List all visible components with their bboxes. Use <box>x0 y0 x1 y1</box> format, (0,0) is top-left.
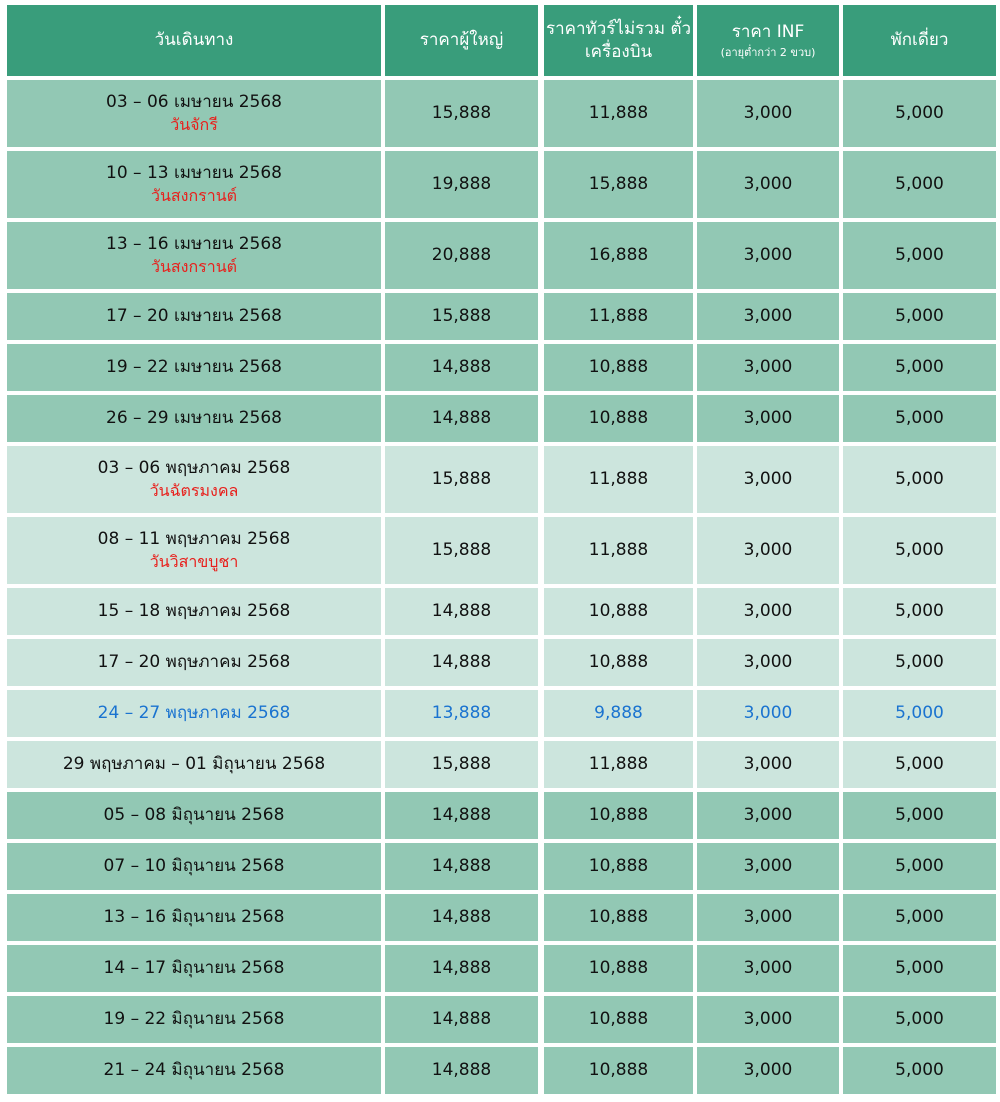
header-label: ราคา INF <box>731 21 805 42</box>
adult-price: 14,888 <box>431 357 492 378</box>
tour-only-price-cell <box>544 446 693 513</box>
date-cell <box>7 1047 381 1094</box>
tour-only-price-cell <box>544 151 693 218</box>
header-cell <box>697 5 839 76</box>
date: 03 – 06 เมษายน 2568 <box>106 92 282 113</box>
infant-price-cell <box>697 80 839 147</box>
adult-price-cell <box>385 395 538 442</box>
adult-price-cell <box>385 222 538 289</box>
holiday-label: วันวิสาขบูชา <box>149 552 239 572</box>
infant-price: 3,000 <box>743 754 793 775</box>
infant-price: 3,000 <box>743 174 793 195</box>
adult-price-cell <box>385 517 538 584</box>
adult-price-cell <box>385 894 538 941</box>
adult-price-cell <box>385 945 538 992</box>
adult-price: 14,888 <box>431 907 492 928</box>
tour-only-price: 10,888 <box>588 907 649 928</box>
infant-price: 3,000 <box>743 245 793 266</box>
date: 19 – 22 มิถุนายน 2568 <box>103 1009 285 1030</box>
tour-only-price: 16,888 <box>588 245 649 266</box>
single-supplement: 5,000 <box>895 245 944 266</box>
single-supplement-cell <box>843 1047 996 1094</box>
single-supplement-cell <box>843 588 996 635</box>
header-label: วันเดินทาง <box>154 30 234 51</box>
tour-only-price: 11,888 <box>588 754 649 775</box>
adult-price-cell <box>385 151 538 218</box>
header-cell <box>843 5 996 76</box>
infant-price: 3,000 <box>743 907 793 928</box>
adult-price-cell <box>385 792 538 839</box>
single-supplement-cell <box>843 80 996 147</box>
single-supplement: 5,000 <box>895 601 944 622</box>
single-supplement: 5,000 <box>895 357 944 378</box>
infant-price-cell <box>697 588 839 635</box>
header-label: พักเดี่ยว <box>890 30 949 51</box>
adult-price-cell <box>385 80 538 147</box>
date: 17 – 20 เมษายน 2568 <box>106 306 282 327</box>
infant-price-cell <box>697 446 839 513</box>
infant-price: 3,000 <box>743 1060 793 1081</box>
infant-price: 3,000 <box>743 856 793 877</box>
date: 29 พฤษภาคม – 01 มิถุนายน 2568 <box>62 754 326 775</box>
single-supplement: 5,000 <box>895 652 944 673</box>
tour-only-price: 10,888 <box>588 958 649 979</box>
single-supplement-cell <box>843 843 996 890</box>
infant-price-cell <box>697 517 839 584</box>
infant-price-cell <box>697 843 839 890</box>
date-cell <box>7 945 381 992</box>
infant-price-cell <box>697 741 839 788</box>
date-cell <box>7 741 381 788</box>
infant-price: 3,000 <box>743 958 793 979</box>
adult-price: 15,888 <box>431 540 492 561</box>
single-supplement-cell <box>843 792 996 839</box>
single-supplement: 5,000 <box>895 907 944 928</box>
date-cell <box>7 293 381 340</box>
single-supplement-cell <box>843 344 996 391</box>
adult-price: 14,888 <box>431 601 492 622</box>
infant-price: 3,000 <box>743 408 793 429</box>
infant-price-cell <box>697 222 839 289</box>
adult-price-cell <box>385 843 538 890</box>
adult-price-cell <box>385 1047 538 1094</box>
header-label: ราคาผู้ใหญ่ <box>419 30 504 51</box>
tour-only-price: 10,888 <box>588 1009 649 1030</box>
holiday-label: วันฉัตรมงคล <box>149 481 239 501</box>
adult-price: 15,888 <box>431 306 492 327</box>
tour-only-price-cell <box>544 945 693 992</box>
tour-only-price-cell <box>544 741 693 788</box>
date: 14 – 17 มิถุนายน 2568 <box>103 958 285 979</box>
tour-only-price: 10,888 <box>588 856 649 877</box>
tour-only-price: 11,888 <box>588 306 649 327</box>
tour-only-price: 9,888 <box>594 703 643 724</box>
date: 24 – 27 พฤษภาคม 2568 <box>97 703 291 724</box>
date-cell <box>7 843 381 890</box>
infant-price-cell <box>697 690 839 737</box>
single-supplement: 5,000 <box>895 408 944 429</box>
date-cell <box>7 344 381 391</box>
single-supplement-cell <box>843 517 996 584</box>
single-supplement: 5,000 <box>895 103 944 124</box>
date: 13 – 16 เมษายน 2568 <box>106 234 282 255</box>
single-supplement-cell <box>843 293 996 340</box>
single-supplement-cell <box>843 894 996 941</box>
date: 03 – 06 พฤษภาคม 2568 <box>97 458 291 479</box>
header-sublabel: (อายุต่ำกว่า 2 ขวบ) <box>720 45 816 59</box>
tour-only-price: 10,888 <box>588 408 649 429</box>
tour-only-price: 10,888 <box>588 652 649 673</box>
tour-only-price-cell <box>544 996 693 1043</box>
date-cell <box>7 690 381 737</box>
tour-only-price-cell <box>544 395 693 442</box>
single-supplement-cell <box>843 446 996 513</box>
infant-price: 3,000 <box>743 703 793 724</box>
date: 05 – 08 มิถุนายน 2568 <box>103 805 285 826</box>
infant-price: 3,000 <box>743 601 793 622</box>
tour-only-price-cell <box>544 222 693 289</box>
tour-only-price: 10,888 <box>588 357 649 378</box>
single-supplement: 5,000 <box>895 958 944 979</box>
date-cell <box>7 446 381 513</box>
date-cell <box>7 894 381 941</box>
adult-price: 14,888 <box>431 1009 492 1030</box>
tour-only-price: 11,888 <box>588 540 649 561</box>
adult-price-cell <box>385 690 538 737</box>
adult-price: 20,888 <box>431 245 492 266</box>
date: 08 – 11 พฤษภาคม 2568 <box>97 529 291 550</box>
single-supplement: 5,000 <box>895 1060 944 1081</box>
tour-only-price-cell <box>544 1047 693 1094</box>
date-cell <box>7 517 381 584</box>
single-supplement-cell <box>843 395 996 442</box>
single-supplement: 5,000 <box>895 1009 944 1030</box>
adult-price-cell <box>385 639 538 686</box>
tour-only-price-cell <box>544 80 693 147</box>
single-supplement: 5,000 <box>895 469 944 490</box>
single-supplement-cell <box>843 945 996 992</box>
tour-only-price-cell <box>544 690 693 737</box>
single-supplement: 5,000 <box>895 174 944 195</box>
date-cell <box>7 80 381 147</box>
infant-price: 3,000 <box>743 469 793 490</box>
header-cell <box>544 5 693 76</box>
single-supplement-cell <box>843 151 996 218</box>
tour-only-price: 11,888 <box>588 469 649 490</box>
infant-price: 3,000 <box>743 805 793 826</box>
adult-price-cell <box>385 588 538 635</box>
tour-only-price-cell <box>544 792 693 839</box>
adult-price: 14,888 <box>431 408 492 429</box>
infant-price-cell <box>697 792 839 839</box>
tour-only-price-cell <box>544 517 693 584</box>
tour-only-price-cell <box>544 588 693 635</box>
infant-price-cell <box>697 293 839 340</box>
single-supplement: 5,000 <box>895 754 944 775</box>
infant-price: 3,000 <box>743 652 793 673</box>
infant-price-cell <box>697 945 839 992</box>
adult-price: 14,888 <box>431 1060 492 1081</box>
infant-price: 3,000 <box>743 1009 793 1030</box>
infant-price-cell <box>697 395 839 442</box>
single-supplement: 5,000 <box>895 805 944 826</box>
date: 17 – 20 พฤษภาคม 2568 <box>97 652 291 673</box>
tour-only-price-cell <box>544 344 693 391</box>
single-supplement-cell <box>843 741 996 788</box>
infant-price: 3,000 <box>743 540 793 561</box>
adult-price: 19,888 <box>431 174 492 195</box>
date: 15 – 18 พฤษภาคม 2568 <box>97 601 291 622</box>
adult-price-cell <box>385 741 538 788</box>
single-supplement-cell <box>843 639 996 686</box>
tour-only-price-cell <box>544 639 693 686</box>
adult-price: 15,888 <box>431 754 492 775</box>
date-cell <box>7 996 381 1043</box>
date: 10 – 13 เมษายน 2568 <box>106 163 282 184</box>
infant-price-cell <box>697 1047 839 1094</box>
date-cell <box>7 588 381 635</box>
date-cell <box>7 639 381 686</box>
infant-price-cell <box>697 344 839 391</box>
adult-price: 14,888 <box>431 856 492 877</box>
single-supplement-cell <box>843 996 996 1043</box>
date-cell <box>7 222 381 289</box>
infant-price-cell <box>697 639 839 686</box>
single-supplement: 5,000 <box>895 703 944 724</box>
adult-price-cell <box>385 293 538 340</box>
tour-only-price-cell <box>544 293 693 340</box>
infant-price-cell <box>697 996 839 1043</box>
holiday-label: วันจักรี <box>170 115 218 135</box>
adult-price-cell <box>385 344 538 391</box>
header-cell <box>7 5 381 76</box>
header-label: ราคาทัวร์ไม่รวม ตั๋วเครื่องบิน <box>545 18 692 62</box>
tour-only-price: 10,888 <box>588 601 649 622</box>
adult-price: 15,888 <box>431 103 492 124</box>
tour-only-price-cell <box>544 894 693 941</box>
single-supplement: 5,000 <box>895 856 944 877</box>
infant-price-cell <box>697 894 839 941</box>
infant-price: 3,000 <box>743 306 793 327</box>
single-supplement: 5,000 <box>895 306 944 327</box>
tour-only-price: 11,888 <box>588 103 649 124</box>
single-supplement: 5,000 <box>895 540 944 561</box>
adult-price: 13,888 <box>431 703 492 724</box>
tour-only-price: 15,888 <box>588 174 649 195</box>
tour-only-price: 10,888 <box>588 1060 649 1081</box>
adult-price: 14,888 <box>431 652 492 673</box>
tour-only-price-cell <box>544 843 693 890</box>
date-cell <box>7 395 381 442</box>
date: 19 – 22 เมษายน 2568 <box>106 357 282 378</box>
infant-price: 3,000 <box>743 357 793 378</box>
adult-price-cell <box>385 996 538 1043</box>
header-cell <box>385 5 538 76</box>
date-cell <box>7 151 381 218</box>
infant-price-cell <box>697 151 839 218</box>
tour-only-price: 10,888 <box>588 805 649 826</box>
date: 07 – 10 มิถุนายน 2568 <box>103 856 285 877</box>
date: 26 – 29 เมษายน 2568 <box>106 408 282 429</box>
single-supplement-cell <box>843 690 996 737</box>
holiday-label: วันสงกรานต์ <box>150 257 238 277</box>
date: 21 – 24 มิถุนายน 2568 <box>103 1060 285 1081</box>
adult-price-cell <box>385 446 538 513</box>
adult-price: 14,888 <box>431 805 492 826</box>
holiday-label: วันสงกรานต์ <box>150 186 238 206</box>
adult-price: 15,888 <box>431 469 492 490</box>
date: 13 – 16 มิถุนายน 2568 <box>103 907 285 928</box>
infant-price: 3,000 <box>743 103 793 124</box>
date-cell <box>7 792 381 839</box>
adult-price: 14,888 <box>431 958 492 979</box>
single-supplement-cell <box>843 222 996 289</box>
